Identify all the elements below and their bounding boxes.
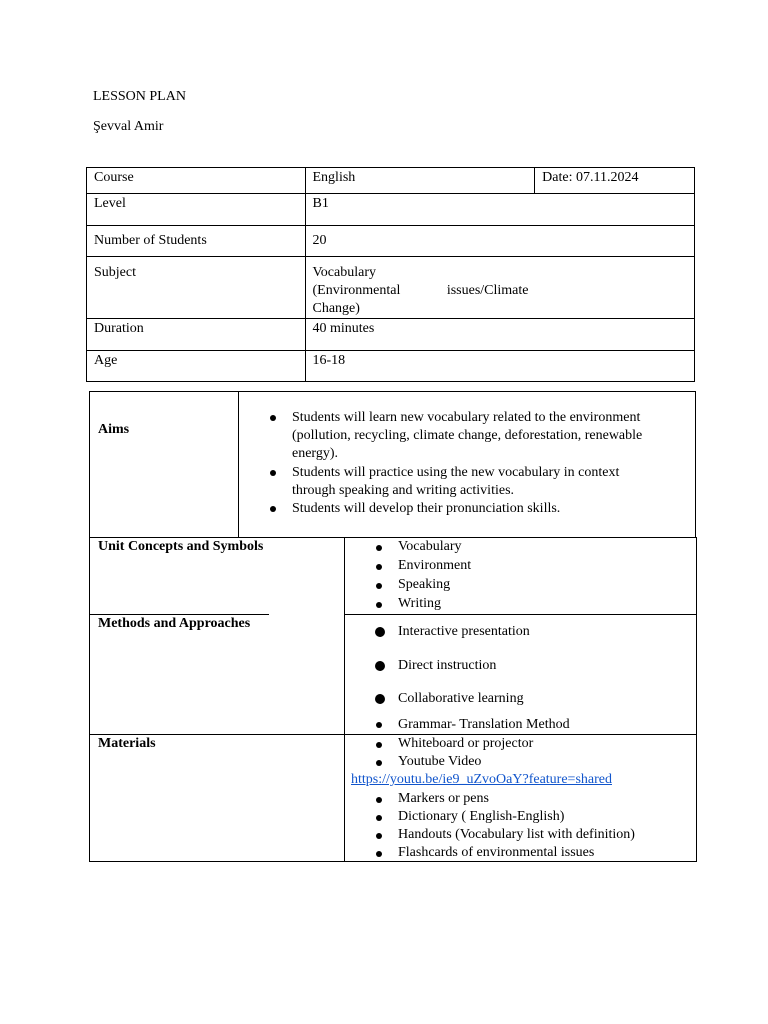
aims-item-1-line-2: (pollution, recycling, climate change, deforestation, renewable [292,428,643,443]
subject-value [305,257,695,319]
info-table [86,167,695,382]
subject-label: Subject [87,257,306,319]
materials-item-6: Flashcards of environmental issues [398,845,595,860]
aims-label: Aims [98,422,130,437]
subject-line-2b: issues/Climate [446,283,529,298]
unit-item-1: Vocabulary [398,539,462,554]
info-row-students [87,226,695,257]
methods-item-1: Interactive presentation [398,624,530,639]
details-row-line-2 [89,734,697,735]
unit-bullet-2 [376,564,382,570]
subject-line-3: Change) [312,301,360,316]
methods-item-3: Collaborative learning [398,691,524,706]
methods-bullet-4 [376,722,382,728]
materials-item-2: Youtube Video [398,754,482,769]
info-row-duration [87,319,695,351]
unit-item-2: Environment [398,558,472,573]
methods-item-2: Direct instruction [398,658,497,673]
students-label: Number of Students [87,226,306,257]
date-value: Date: 07.11.2024 [535,168,695,194]
methods-bullet-2 [375,661,385,671]
aims-bullet-2 [270,470,276,476]
unit-bullet-3 [376,583,382,589]
materials-item-1: Whiteboard or projector [398,736,534,751]
materials-bullet-6 [376,851,382,857]
info-row-level [87,194,695,226]
level-value: B1 [305,194,695,226]
level-label: Level [87,194,306,226]
details-divider [344,537,345,862]
page-title: LESSON PLAN [93,89,186,104]
methods-bullet-1 [375,627,385,637]
aims-bullet-1 [270,415,276,421]
methods-item-4: Grammar- Translation Method [398,717,570,732]
subject-line-2 [313,282,529,300]
aims-item-3-line-1: Students will develop their pronunciation skills. [292,501,561,516]
subject-line-1: Vocabulary [312,265,376,280]
author-name: Şevval Amir [93,119,164,134]
aims-divider [238,391,239,537]
methods-bullet-3 [375,694,385,704]
materials-item-3: Markers or pens [398,791,489,806]
materials-label: Materials [98,736,156,751]
subject-line-2a: (Environmental [312,283,401,298]
info-row-age [87,351,695,382]
materials-bullet-2 [376,760,382,766]
materials-bullet-4 [376,815,382,821]
aims-item-1-line-1: Students will learn new vocabulary related to the environment [292,410,641,425]
youtube-video-link[interactable]: https://youtu.be/ie9_uZvoOaY?feature=shared [351,772,612,787]
course-label: Course [87,168,306,194]
info-row-course [87,168,695,194]
unit-item-4: Writing [398,596,441,611]
methods-label: Methods and Approaches [98,616,251,631]
details-row-line-1b [344,614,697,615]
unit-bullet-1 [376,545,382,551]
aims-bullet-3 [270,506,276,512]
course-value: English [305,168,535,194]
materials-bullet-3 [376,797,382,803]
details-table [89,537,697,862]
age-value: 16-18 [305,351,695,382]
duration-label: Duration [87,319,306,351]
duration-value: 40 minutes [305,319,695,351]
info-row-subject [87,257,695,319]
aims-item-2-line-1: Students will practice using the new vocabulary in context [292,465,620,480]
unit-bullet-4 [376,602,382,608]
materials-bullet-1 [376,742,382,748]
age-label: Age [87,351,306,382]
materials-item-5: Handouts (Vocabulary list with definition) [398,827,635,842]
students-value: 20 [305,226,695,257]
unit-item-3: Speaking [398,577,451,592]
aims-item-1-line-3: energy). [292,446,338,461]
unit-label: Unit Concepts and Symbols [98,539,264,554]
materials-item-4: Dictionary ( English-English) [398,809,565,824]
aims-item-2-line-2: through speaking and writing activities. [292,483,515,498]
materials-bullet-5 [376,833,382,839]
